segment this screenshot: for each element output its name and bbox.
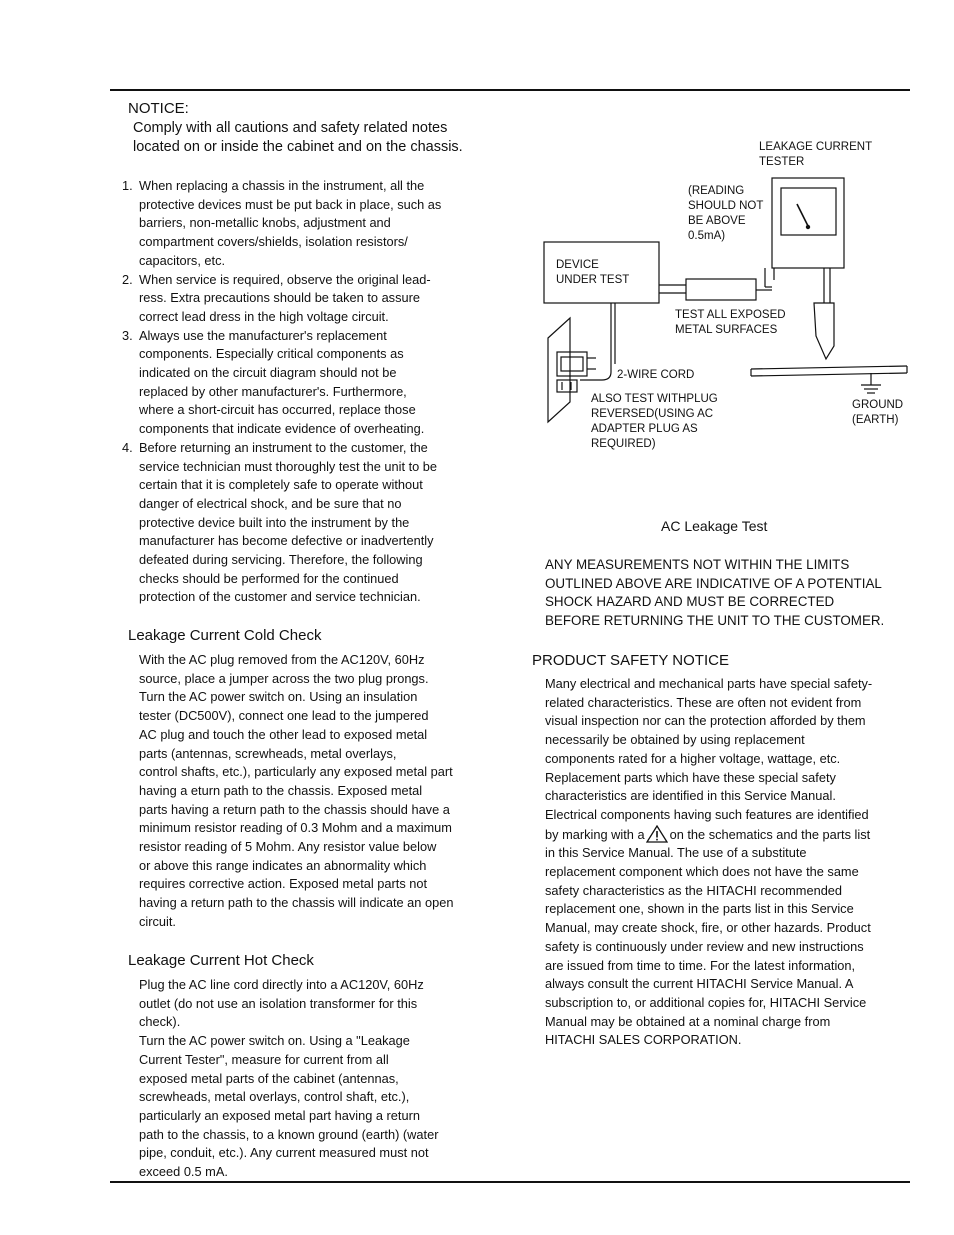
bottom-rule	[110, 1181, 910, 1183]
step-line: replaced by other manufacturer's. Furthermore,	[139, 383, 407, 399]
notice-step	[122, 271, 482, 327]
intro-line: Comply with all cautions and safety related notes	[133, 120, 448, 136]
cold-check-title: Leakage Current Cold Check	[128, 627, 322, 644]
step-line: barriers, non-metallic knobs, adjustment and	[139, 215, 391, 231]
step-line: protective device built into the instrument by the	[139, 514, 410, 530]
step-line: certain that it is completely safe to operate without	[139, 477, 423, 493]
step-line: manufacturer has become defective or inadvertently	[139, 533, 434, 549]
product-safety-line: Electrical components having such features are identified	[545, 806, 869, 822]
cold-check-body	[139, 651, 453, 932]
warning-text	[545, 556, 884, 631]
product-safety-line: in this Service Manual. The use of a substitute	[545, 845, 807, 861]
notice-intro	[133, 119, 503, 157]
diagram-caption: AC Leakage Test	[661, 518, 768, 534]
cold-check-line: parts having a return path to the chassis should have a	[139, 801, 450, 817]
test-probe	[814, 303, 834, 359]
cold-check-line: source, place a jumper across the two plug prongs.	[139, 670, 429, 686]
hot-check-line: Current Tester", measure for current from all	[139, 1051, 389, 1067]
product-safety-lines-before	[545, 675, 872, 825]
hot-check-title: Leakage Current Hot Check	[128, 952, 314, 969]
step-number: 2.	[122, 271, 133, 287]
warning-triangle-icon	[646, 825, 668, 843]
step-line: When replacing a chassis in the instrument, all the	[139, 178, 425, 193]
device-label: DEVICE UNDER TEST	[556, 259, 630, 286]
notice-step	[122, 327, 482, 439]
step-number: 4.	[122, 439, 133, 455]
cold-check-line: minimum resistor reading of 0.3 Mohm and a maximum	[139, 820, 452, 836]
warning-line: BEFORE RETURNING THE UNIT TO THE CUSTOMER.	[545, 613, 885, 629]
step-line: protective devices must be put back in place, such as	[139, 196, 442, 212]
hot-check-line: exceed 0.5 mA.	[139, 1164, 228, 1180]
product-safety-lines-after	[545, 844, 872, 1050]
product-safety-line: necessarily be obtained by using replacement	[545, 732, 805, 748]
hot-check-line: check).	[139, 1014, 181, 1030]
reading-note: (READING SHOULD NOT BE ABOVE 0.5mA)	[688, 185, 764, 242]
resistor	[686, 279, 756, 300]
ground-label: GROUND (EARTH)	[852, 399, 904, 426]
hot-check-line: Turn the AC power switch on. Using a "Leakage	[139, 1033, 410, 1049]
product-safety-line: are issued from time to time. For the latest information,	[545, 957, 856, 973]
notice-step	[122, 439, 482, 607]
cold-check-line: parts (antennas, screwheads, metal overlays,	[139, 745, 397, 761]
product-safety-line: always consult the current HITACHI Service Manual. A	[545, 976, 854, 992]
exposed-metal-label: TEST ALL EXPOSED METAL SURFACES	[675, 309, 786, 336]
hot-check-line: Plug the AC line cord directly into a AC120V, 60Hz	[139, 977, 424, 992]
marking-line	[545, 825, 872, 845]
marking-pre: by marking with a	[545, 826, 645, 842]
step-line: Before returning an instrument to the customer, the	[139, 439, 428, 455]
product-safety-line: components rated for a higher voltage, wattage, etc.	[545, 750, 841, 766]
product-safety-line: Manual may be obtained at a nominal charge from	[545, 1013, 831, 1029]
hot-check-line: pipe, conduit, etc.). Any current measured must not	[139, 1145, 429, 1161]
product-safety-line: Replacement parts which have these special safety	[545, 769, 836, 785]
hot-check-line: path to the chassis, to a known ground (earth) (water	[139, 1126, 439, 1142]
step-line: components. Especially critical components as	[139, 346, 404, 362]
step-number: 1.	[122, 178, 133, 193]
product-safety-line: HITACHI SALES CORPORATION.	[545, 1032, 742, 1048]
hot-check-body	[139, 976, 438, 1182]
product-safety-line: visual inspection nor can the protection afforded by them	[545, 713, 866, 729]
marking-post: on the schematics and the parts list	[669, 826, 871, 842]
cold-check-line: circuit.	[139, 913, 176, 929]
product-safety-line: related characteristics. These are often not evident from	[545, 694, 862, 710]
cold-check-line: requires corrective action. Exposed metal parts not	[139, 876, 428, 892]
cold-check-line: or above this range indicates an abnormality which	[139, 857, 427, 873]
cold-check-line: resistor reading of 5 Mohm. Any resistor value below	[139, 839, 437, 855]
top-rule	[110, 89, 910, 91]
notice-title: NOTICE:	[128, 100, 189, 117]
product-safety-line: subscription to, or additional copies for, HITACHI Service	[545, 994, 867, 1010]
cold-check-line: AC plug and touch the other lead to exposed metal	[139, 726, 428, 742]
product-safety-body	[545, 675, 872, 1050]
step-line: checks should be performed for the continued	[139, 570, 399, 586]
product-safety-line: characteristics are identified in this Service Manual.	[545, 788, 836, 804]
product-safety-title: PRODUCT SAFETY NOTICE	[532, 652, 729, 669]
cold-check-line: tester (DC500V), connect one lead to the jumpered	[139, 708, 429, 724]
step-number: 3.	[122, 327, 133, 343]
meter-pivot	[806, 225, 809, 228]
cold-check-line: having a return path to the chassis will indicate an open	[139, 895, 454, 911]
product-safety-line: replacement component which does not have the same	[545, 864, 859, 880]
warning-line: ANY MEASUREMENTS NOT WITHIN THE LIMITS	[545, 557, 850, 572]
tester-box	[772, 178, 844, 268]
plug-note: ALSO TEST WITHPLUG REVERSED(USING AC ADAPTER PLUG AS REQUIRED)	[591, 393, 718, 450]
ac-leakage-diagram	[540, 140, 912, 460]
cold-check-line: having a eturn path to the chassis. Exposed metal	[139, 782, 423, 798]
intro-line: located on or inside the cabinet and on the chassis.	[133, 139, 463, 155]
hot-check-line: screwheads, metal overlays, control shaft, etc.),	[139, 1089, 410, 1105]
product-safety-line: replacement one, shown in the parts list in this Service	[545, 901, 854, 917]
cord-label: 2-WIRE CORD	[617, 369, 695, 381]
warning-line: OUTLINED ABOVE ARE INDICATIVE OF A POTENTIAL	[545, 575, 882, 591]
wall-outlet	[548, 318, 570, 422]
hot-check-line: exposed metal parts of the cabinet (antennas,	[139, 1070, 399, 1086]
cold-check-line: Turn the AC power switch on. Using an insulation	[139, 689, 418, 705]
step-line: components that indicate evidence of overheating.	[139, 421, 425, 437]
step-line: protection of the customer and service technician.	[139, 589, 421, 605]
step-line: where a short-circuit has occurred, replace those	[139, 402, 416, 418]
step-line: service technician must thoroughly test the unit to be	[139, 458, 438, 474]
notice-steps	[122, 177, 482, 607]
step-line: Always use the manufacturer's replacement	[139, 327, 387, 343]
notice-step	[122, 177, 482, 271]
warning-line: SHOCK HAZARD AND MUST BE CORRECTED	[545, 594, 835, 610]
hot-check-line: particularly an exposed metal part having a return	[139, 1107, 420, 1123]
step-line: When service is required, observe the original lead-	[139, 271, 431, 287]
step-line: compartment covers/shields, isolation resistors/	[139, 234, 408, 250]
step-line: correct lead dress in the high voltage circuit.	[139, 308, 389, 324]
product-safety-line: safety is continuously under review and new instructions	[545, 938, 864, 954]
hot-check-line: outlet (do not use an isolation transformer for this	[139, 995, 418, 1011]
step-line: ress. Extra precautions should be taken to assure	[139, 290, 420, 306]
cold-check-line: With the AC plug removed from the AC120V, 60Hz	[139, 652, 425, 667]
step-line: indicated on the circuit diagram should not be	[139, 365, 397, 381]
step-line: defeated during servicing. Therefore, the following	[139, 552, 423, 568]
product-safety-line: safety characteristics as the HITACHI recommended	[545, 882, 843, 898]
meter-needle	[797, 204, 808, 226]
product-safety-line: Manual, may create shock, fire, or other hazards. Product	[545, 920, 871, 936]
tester-label: LEAKAGE CURRENT TESTER	[759, 141, 873, 168]
cold-check-line: control shafts, etc.), particularly any exposed metal part	[139, 764, 453, 780]
product-safety-line: Many electrical and mechanical parts have special safety-	[545, 676, 873, 691]
step-line: capacitors, etc.	[139, 252, 226, 268]
step-line: danger of electrical shock, and be sure that no	[139, 495, 402, 511]
